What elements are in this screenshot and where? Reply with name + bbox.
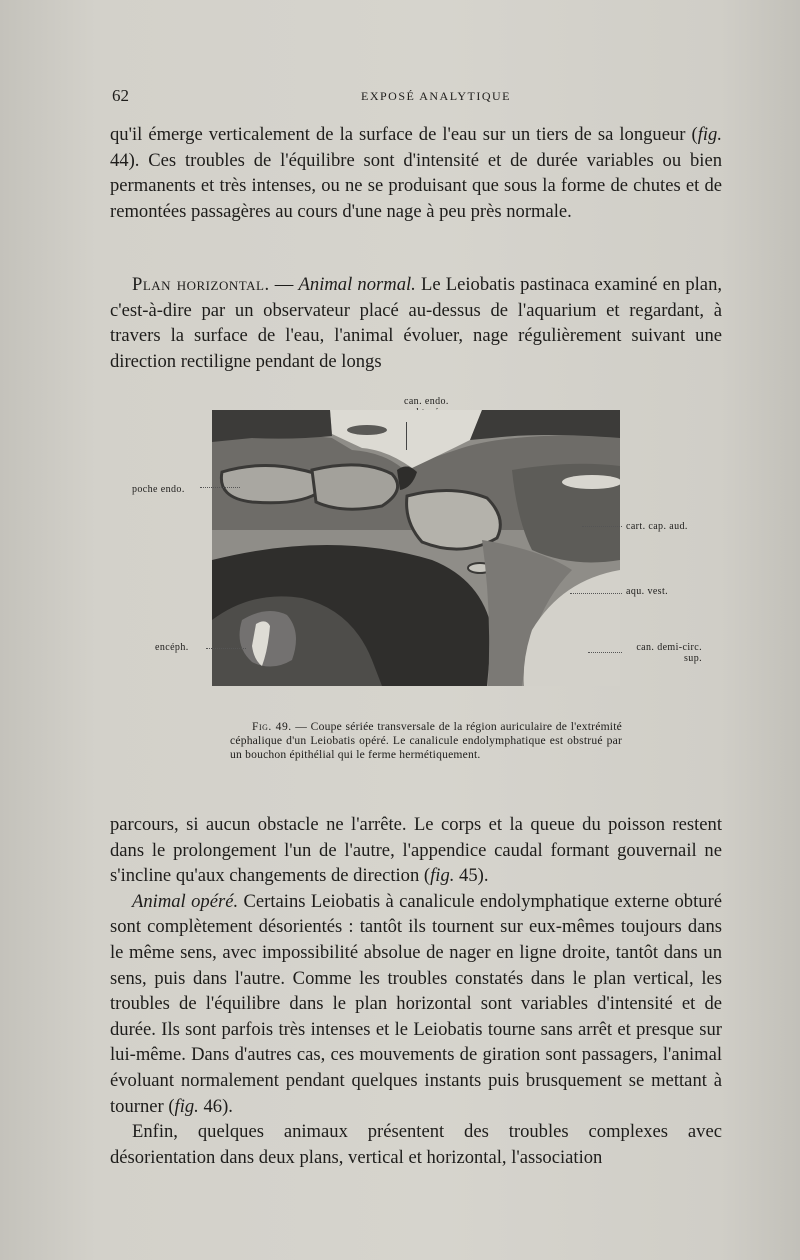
histology-section-image bbox=[212, 410, 620, 686]
leader-line bbox=[582, 526, 622, 527]
label-cart-cap-aud: cart. cap. aud. bbox=[626, 521, 688, 532]
label-aqu-vest: aqu. vest. bbox=[626, 586, 669, 597]
fig-ref: fig. bbox=[697, 124, 722, 145]
fig-ref: fig. bbox=[430, 865, 455, 887]
label-can-demi-circ: can. demi-circ. sup. bbox=[636, 642, 702, 664]
fig-ref: fig. bbox=[174, 1095, 199, 1117]
paragraphs-lower bbox=[110, 812, 722, 1170]
text-run: 45). bbox=[454, 865, 489, 887]
section-heading: Plan horizontal. bbox=[132, 274, 270, 295]
heading-dash: — bbox=[269, 274, 299, 295]
figure-49 bbox=[0, 390, 800, 690]
paragraph-continued bbox=[110, 122, 722, 224]
text-run: parcours, si aucun obstacle ne l'arrête. Le corps et la queue du poisson restent dans le prolongement l'un de l'autre, l'appendice caudal formant gouvernail ne s'incline qu'aux changements de direction ( bbox=[110, 814, 722, 887]
page-number: 62 bbox=[112, 86, 129, 105]
label-poche-endo: poche endo. bbox=[132, 484, 185, 495]
subheading: Animal opéré. bbox=[132, 890, 239, 912]
caption-fig-number: Fig. 49. bbox=[252, 720, 292, 733]
text-run: Le Leiobatis pastinaca examiné en plan, c'est-à-dire par un observateur placé au-dessus de l'aquarium et regardant, à travers la surface de l'eau, l'animal évoluer, nage régulièrement suivant une direction rectiligne pendant de longs bbox=[110, 274, 723, 372]
leader-line bbox=[206, 648, 246, 649]
leader-line bbox=[200, 487, 240, 488]
leader-line bbox=[588, 652, 622, 653]
histology-plate bbox=[212, 410, 620, 686]
text-run: Enfin, quelques animaux présentent des troubles complexes avec désorientation dans deux plans, vertical et horizontal, l'association bbox=[110, 1121, 722, 1168]
text-run: Certains Leiobatis à canalicule endolymphatique externe obturé sont complètement désorientés : tantôt ils tournent sur eux-mêmes toujours dans le même sens, avec impossibilité absolue de nager en ligne droite, tantôt dans un sens, puis dans l'autre. Comme les troubles constatés dans le plan vertical, les troubles de l'équilibre dans le plan horizontal sont variables d'intensité et de durée. Ils sont parfois très intenses et le Leiobatis tourne sans arrêt et presque sur lui-même. Dans d'autres cas, ces mouvements de giration sont passagers, l'animal évoluant normalement pendant quelques instants puis brusquement se mettant à tourner ( bbox=[110, 890, 723, 1117]
running-head bbox=[112, 86, 720, 110]
label-can-endo: can. endo. bbox=[404, 396, 449, 407]
text-run: qu'il émerge verticalement de la surface de l'eau sur un tiers de sa longueur ( bbox=[110, 124, 698, 145]
text-run: 46). bbox=[198, 1095, 233, 1117]
leader-line bbox=[570, 593, 622, 594]
figure-caption bbox=[230, 720, 622, 762]
running-head-title: EXPOSÉ ANALYTIQUE bbox=[361, 89, 511, 103]
leader-line bbox=[406, 422, 407, 450]
paragraph-plan-horizontal bbox=[110, 272, 722, 374]
caption-text: — Coupe sériée transversale de la région auriculaire de l'extrémité céphalique d'un Leiobatis opéré. Le canalicule endolymphatique est obstrué par un bouchon épithélial qui le ferme hermétiquement. bbox=[230, 720, 622, 761]
subheading: Animal normal. bbox=[298, 274, 416, 295]
label-enceph: encéph. bbox=[155, 642, 189, 653]
text-run: 44). Ces troubles de l'équilibre sont d'intensité et de durée variables ou bien permanents et très intenses, ou ne se produisant que sous la forme de chutes et de remontées passagères au cours d'une nage à peu près normale. bbox=[110, 149, 722, 222]
